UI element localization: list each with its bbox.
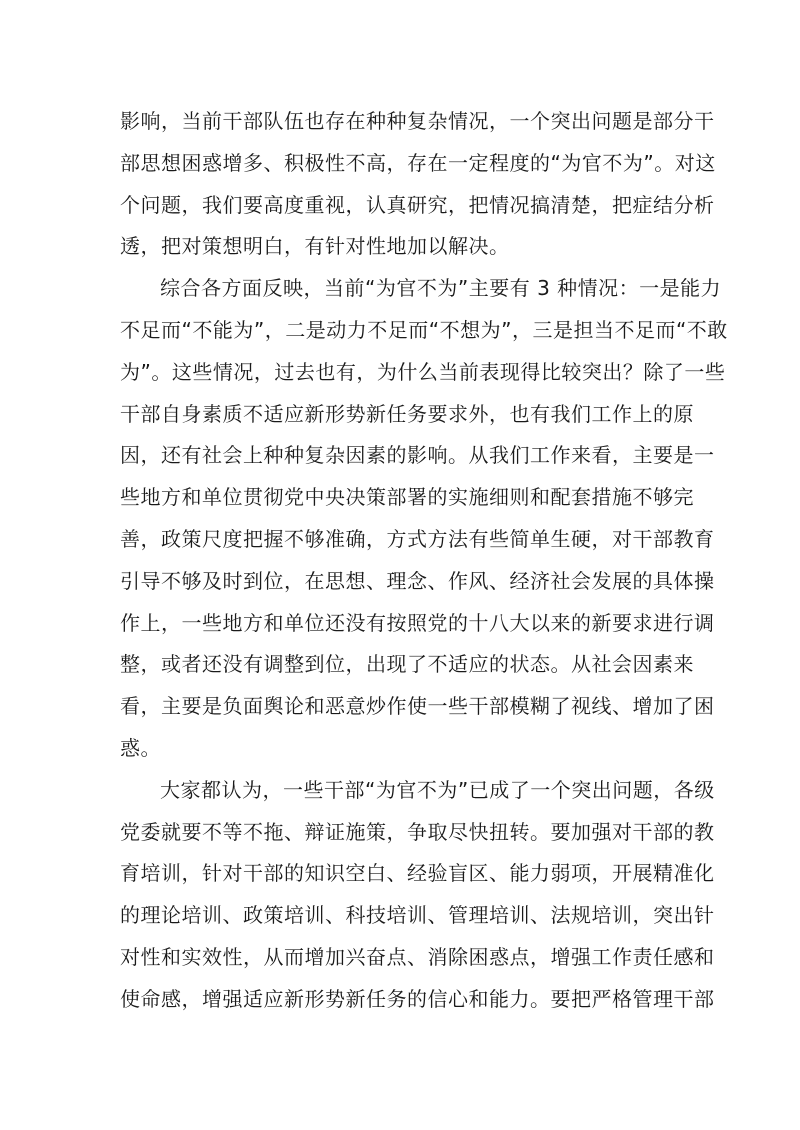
text-line: 透，把对策想明白，有针对性地加以解决。	[120, 234, 510, 259]
text-line: 部思想困惑增多、积极性不高，存在一定程度的“为官不为”。对这	[120, 150, 716, 175]
body-text	[120, 101, 728, 1021]
text-line: 干部自身素质不适应新形势新任务要求外，也有我们工作上的原	[120, 401, 694, 426]
text-line: 看，主要是负面舆论和恶意炒作使一些干部模糊了视线、增加了困	[120, 694, 715, 719]
text-line: 引导不够及时到位，在思想、理念、作风、经济社会发展的具体操	[120, 568, 715, 593]
text-line: 善，政策尺度把握不够准确，方式方法有些简单生硬，对干部教育	[120, 526, 715, 551]
text-line: 党委就要不等不拖、辩证施策，争取尽快扭转。要加强对干部的教	[120, 819, 715, 844]
text-line: 个问题，我们要高度重视，认真研究，把情况搞清楚，把症结分析	[120, 192, 715, 217]
text-line: 惑。	[120, 735, 161, 760]
text-line: 因，还有社会上种种复杂因素的影响。从我们工作来看，主要是一	[120, 443, 715, 468]
text-line: 对性和实效性，从而增加兴奋点、消除困惑点，增强工作责任感和	[120, 944, 715, 969]
text-line: 为”。这些情况，过去也有，为什么当前表现得比较突出？除了一些	[120, 359, 726, 384]
text-line: 整，或者还没有调整到位，出现了不适应的状态。从社会因素来	[120, 652, 694, 677]
text-line: 育培训，针对干部的知识空白、经验盲区、能力弱项，开展精准化	[120, 861, 715, 886]
text-line: 影响，当前干部队伍也存在种种复杂情况，一个突出问题是部分干	[120, 109, 715, 133]
text-line: 使命感，增强适应新形势新任务的信心和能力。要把严格管理干部	[120, 986, 715, 1011]
paragraph-start-line: 大家都认为，一些干部“为官不为”已成了一个突出问题，各级	[160, 777, 715, 802]
text-line: 的理论培训、政策培训、科技培训、管理培训、法规培训，突出针	[120, 903, 715, 928]
paragraph-start-line: 综合各方面反映，当前“为官不为”主要有 3 种情况：一是能力	[160, 276, 722, 301]
text-line: 作上，一些地方和单位还没有按照党的十八大以来的新要求进行调	[120, 610, 715, 635]
text-line: 些地方和单位贯彻党中央决策部署的实施细则和配套措施不够完	[120, 485, 694, 510]
text-line: 不足而“不能为”，二是动力不足而“不想为”，三是担当不足而“不敢	[120, 317, 728, 342]
